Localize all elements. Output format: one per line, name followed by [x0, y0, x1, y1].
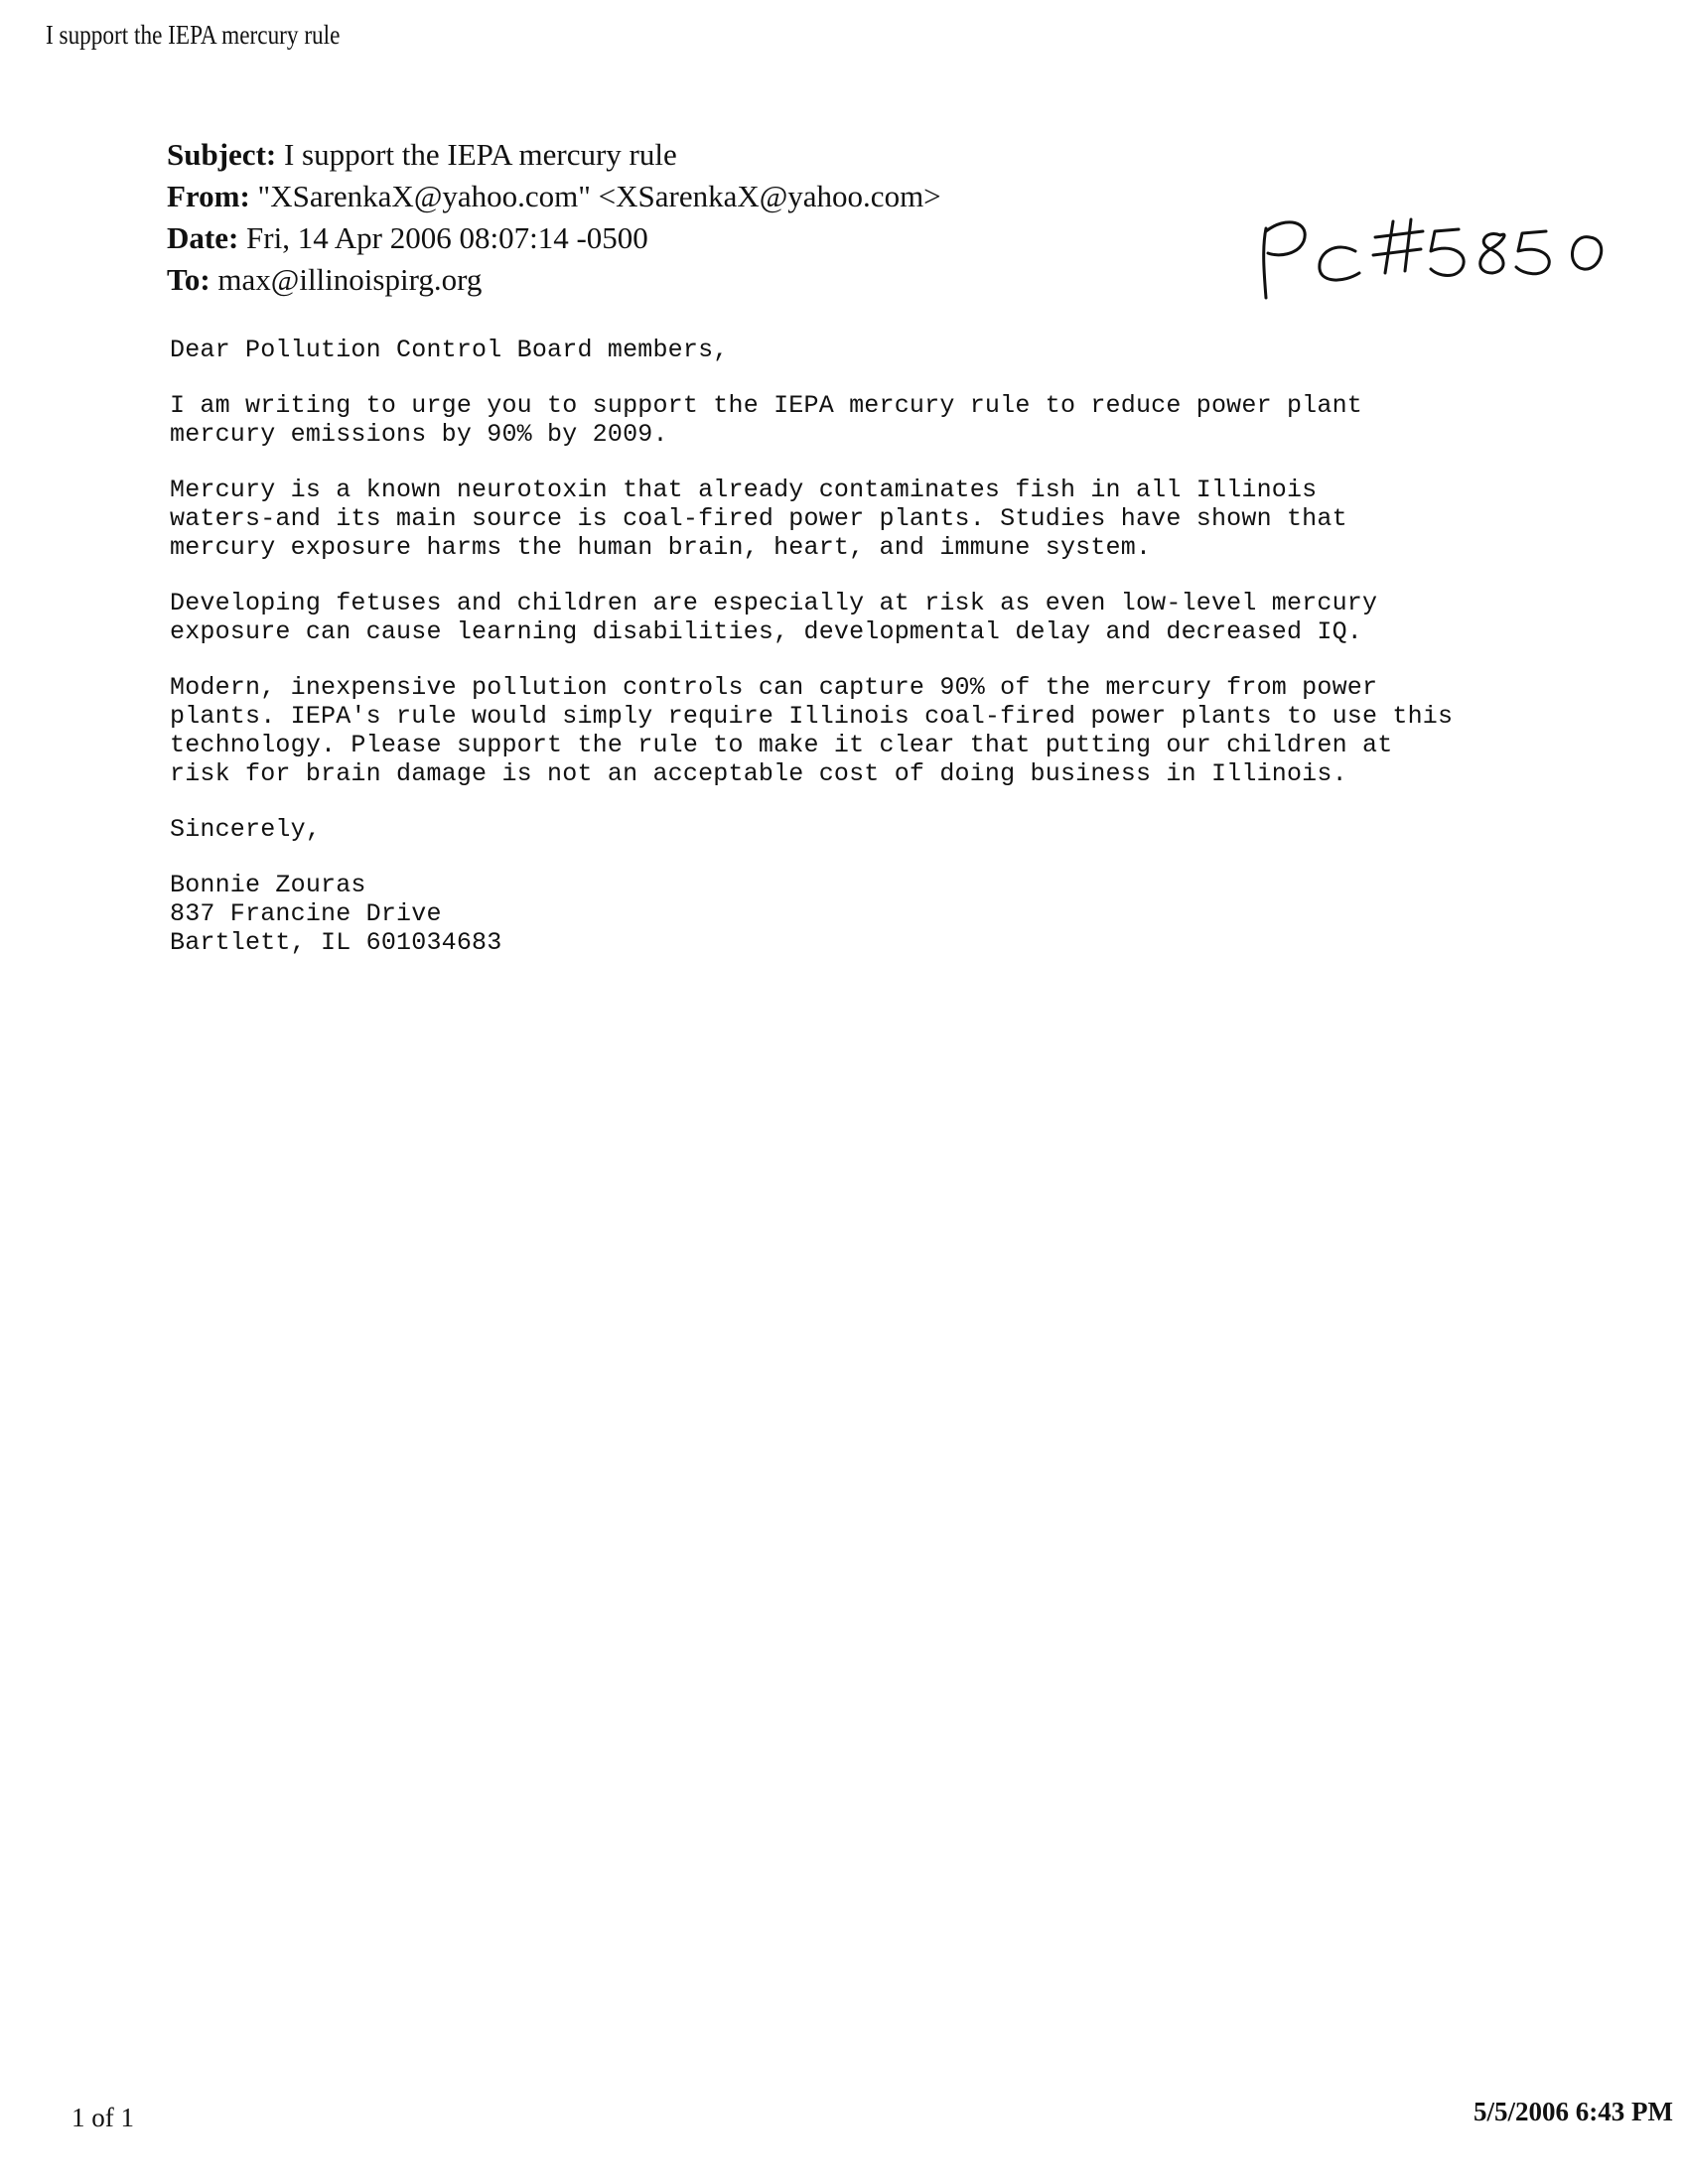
body-line: Modern, inexpensive pollution controls can capture 90% of the mercury from power	[170, 673, 1378, 702]
signature-block	[170, 871, 1610, 957]
body-line: technology. Please support the rule to make it clear that putting our children at	[170, 731, 1393, 759]
paragraph-3	[170, 589, 1610, 646]
from-label: From:	[167, 179, 250, 213]
signature-name: Bonnie Zouras	[170, 871, 366, 899]
page-count: 1 of 1	[71, 2103, 134, 2132]
to-value: max@illinoispirg.org	[217, 262, 483, 297]
handwritten-pc-number	[1256, 213, 1633, 313]
from-row	[167, 176, 941, 217]
body-line: mercury exposure harms the human brain, heart, and immune system.	[170, 533, 1152, 562]
signature-street: 837 Francine Drive	[170, 899, 442, 928]
body-line: waters-and its main source is coal-fired power plants. Studies have shown that	[170, 504, 1347, 533]
body-line: Mercury is a known neurotoxin that already contaminates fish in all Illinois	[170, 476, 1318, 504]
to-label: To:	[167, 262, 210, 297]
body-line: plants. IEPA's rule would simply require Illinois coal-fired power plants to use this	[170, 702, 1454, 731]
subject-label: Subject:	[167, 137, 277, 172]
print-timestamp: 5/5/2006 6:43 PM	[1474, 2097, 1673, 2126]
greeting-line: Dear Pollution Control Board members,	[170, 336, 729, 364]
date-value: Fri, 14 Apr 2006 08:07:14 -0500	[246, 220, 648, 255]
body-line: I am writing to urge you to support the IEPA mercury rule to reduce power plant	[170, 391, 1362, 420]
email-headers	[167, 134, 941, 301]
closing-line: Sincerely,	[170, 815, 322, 844]
greeting	[170, 336, 1610, 364]
paragraph-1	[170, 391, 1610, 449]
subject-value: I support the IEPA mercury rule	[283, 137, 677, 172]
from-value: "XSarenkaX@yahoo.com" <XSarenkaX@yahoo.com>	[257, 179, 941, 213]
date-label: Date:	[167, 220, 239, 255]
email-body	[170, 336, 1610, 957]
subject-row	[167, 134, 941, 176]
closing	[170, 815, 1610, 844]
paragraph-4	[170, 673, 1610, 788]
signature-city: Bartlett, IL 601034683	[170, 928, 502, 957]
body-line: exposure can cause learning disabilities, developmental delay and decreased IQ.	[170, 617, 1362, 646]
to-row	[167, 259, 941, 301]
body-line: mercury emissions by 90% by 2009.	[170, 420, 668, 449]
paragraph-2	[170, 476, 1610, 562]
body-line: Developing fetuses and children are especially at risk as even low-level mercury	[170, 589, 1378, 617]
body-line: risk for brain damage is not an acceptable cost of doing business in Illinois.	[170, 759, 1347, 788]
page-header-title: I support the IEPA mercury rule	[46, 20, 341, 50]
date-row	[167, 217, 941, 259]
